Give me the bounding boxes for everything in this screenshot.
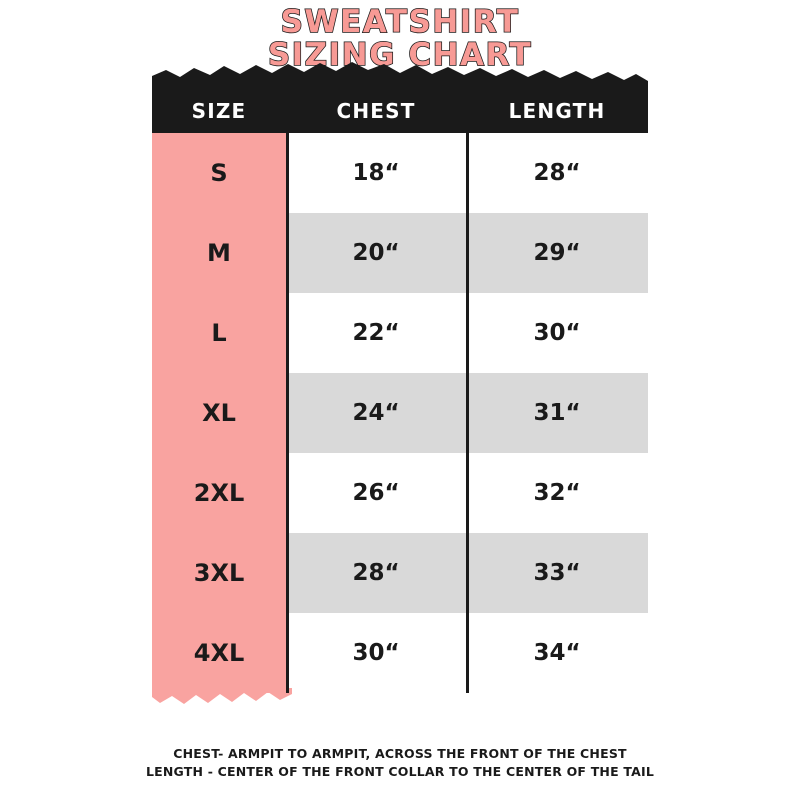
- cell-size: 3XL: [152, 533, 286, 613]
- footnote-line-length: LENGTH - CENTER OF THE FRONT COLLAR TO THE CENTER OF THE TAIL: [145, 764, 655, 779]
- torn-edge-bottom-decoration: [152, 688, 292, 710]
- torn-edge-top-decoration: [152, 62, 648, 88]
- table-row: [152, 373, 648, 453]
- cell-size: 4XL: [152, 613, 286, 693]
- size-table: [152, 62, 648, 693]
- cell-chest: 26“: [352, 480, 400, 506]
- column-header-length: LENGTH: [508, 98, 606, 123]
- table-row: [152, 293, 648, 373]
- cell-chest: 24“: [286, 373, 466, 453]
- cell-length: 28“: [533, 160, 581, 186]
- cell-chest: 20“: [286, 213, 466, 293]
- cell-size: 2XL: [152, 453, 286, 533]
- table-body: [152, 133, 648, 693]
- footnote-line-chest: CHEST- ARMPIT TO ARMPIT, ACROSS THE FRONT OF THE CHEST: [173, 746, 627, 761]
- column-header-chest: CHEST: [336, 98, 416, 123]
- cell-size: S: [152, 133, 286, 213]
- cell-chest: 18“: [352, 160, 400, 186]
- cell-size: L: [152, 293, 286, 373]
- column-divider-1: [286, 133, 289, 693]
- cell-length: 30“: [533, 320, 581, 346]
- cell-length: 29“: [466, 213, 648, 293]
- footnote: [0, 745, 800, 781]
- column-header-size: SIZE: [191, 98, 247, 123]
- cell-chest: 22“: [352, 320, 400, 346]
- title-line-1: SWEATSHIRT: [280, 4, 520, 40]
- title-line-2: SIZING CHART: [267, 37, 533, 73]
- cell-length: 33“: [466, 533, 648, 613]
- table-row: [152, 613, 648, 693]
- cell-chest: 30“: [352, 640, 400, 666]
- table-row: [152, 453, 648, 533]
- column-divider-2: [466, 133, 469, 693]
- cell-size: XL: [152, 373, 286, 453]
- cell-length: 31“: [466, 373, 648, 453]
- table-row: [152, 133, 648, 213]
- cell-length: 34“: [533, 640, 581, 666]
- cell-length: 32“: [533, 480, 581, 506]
- cell-size: M: [152, 213, 286, 293]
- cell-chest: 28“: [286, 533, 466, 613]
- table-row: [152, 213, 648, 293]
- table-header-row: [152, 88, 648, 133]
- table-row: [152, 533, 648, 613]
